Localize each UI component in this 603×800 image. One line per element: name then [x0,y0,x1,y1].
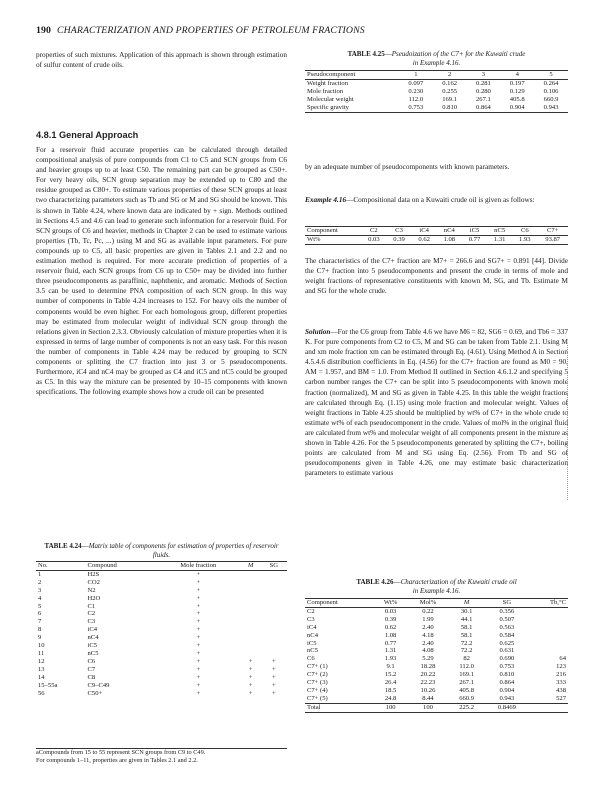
table-total-row [305,703,568,712]
table-426-title-line2: in Example 4.16. [412,586,461,595]
table-cell: 2.40 [422,623,434,631]
table-cell: + [196,570,201,578]
table-cell: 660.9 [543,95,559,103]
table-424-footnote: aCompounds from 15 to 55 represent SCN groups from C9 to C49. [36,749,206,756]
table-cell [241,587,261,595]
table-cell: + [196,610,201,618]
intro-paragraph: properties of such mixtures. Application of this approach is shown through estimation of sulfur content of crude oils. [36,51,287,70]
table-426-body [305,607,568,703]
table-cell: C2 [87,610,96,618]
table-header: Mole fraction [180,562,217,569]
table-cell: H2O [87,594,101,602]
table-cell: + [248,681,253,689]
table-cell: 0.03 [368,235,380,243]
left-intro [36,50,287,70]
table-cell: 0.106 [543,87,559,95]
table-426-title: Characterization of the Kuwaiti crude oil [400,578,517,586]
table-header: Mol% [419,599,437,606]
table-cell: Molecular weight [307,95,354,103]
table-row [305,96,568,104]
table-row [36,603,287,611]
table-cell: 12 [38,657,45,665]
table-cell [529,632,568,640]
table-cell: 0.280 [476,87,491,95]
table-cell: 660.9 [459,694,475,702]
table-cell: Weight fraction [307,79,349,87]
table-cell: iC5 [307,639,317,647]
table-cell: 8 [38,626,42,634]
table-cell: + [196,602,201,610]
table-cell: C6 [87,657,96,665]
table-cell: 405.8 [459,686,475,694]
table-cell [241,642,261,650]
running-title: CHARACTERIZATION AND PROPERTIES OF PETROLEUM FRACTIONS [57,25,365,36]
table-cell: + [271,673,276,681]
table-row [305,624,568,632]
table-header: 4 [515,71,519,78]
table-cell: 4.18 [422,631,434,639]
table-header: Pseudocomponent [307,71,356,78]
table-426 [305,598,568,713]
table-cell [261,650,287,658]
table-cell [261,570,287,578]
table-cell: 1.93 [519,235,531,243]
table-cell: 82 [463,655,470,663]
table-cell: + [196,626,201,634]
right-para-1 [305,162,568,172]
table-cell [261,579,287,587]
page-number: 190 [36,25,51,36]
table-cell: 267.1 [459,679,475,687]
table-cell: 100 [385,703,396,711]
table-cell: 1.99 [422,615,434,623]
table-row [36,690,287,698]
table-row [36,634,287,642]
table-cell: 0.943 [543,103,559,111]
table-cell: 11 [38,649,45,657]
solution-text: —For the C6 group from Table 4.6 we have M6 = 82, SG6 = 0.69, and Tb6 = 337 K. For pure components from C2 to C5, M and SG can be taken from Table 2.1. Using M and xm mole fraction xm can be estimated through Eq. (4.61). Using Method A in Section 4.5.4.6 distribution coefficients in Eq. (4.56) for the C7+ fraction are found as M0 = 90, AM = 1.957, and BM = 1.0. From Method II outlined in Section 4.6.1.2 and specifying 5 carbon number ranges the C7+ can be split into 5 pseudocomponents with known mole fraction (normalized), M and SG as given in Table 4.25. In this table the weight fractions are calculated through Eq. (1.15) using mole fraction and molecular weight. Values of weight fractions in Table 4.25 should be multiplied by wt% of C7+ in the whole crude to estimate wt% of each pseudocomponent in the crude. Values of mol% in the original fluid are calculated from wt% and molecular weight of all components present in the mixture as shown in Table 4.26. For the 5 pseudocomponents generated by splitting the C7+, boiling points are calculated from M and SG using Eq. (2.56). From Tb and SG of pseudocomponents given in Table 4.26, one may estimate basic characterization parameters to estimate various [305,328,568,478]
table-cell: 527 [556,694,566,702]
table-cell: 4 [38,594,42,602]
table-424-body [36,570,287,697]
table-cell: + [196,665,201,673]
table-cell: 0.753 [499,663,515,671]
table-cell: 7 [38,618,42,626]
table-cell: 0.281 [476,79,491,87]
table-cell: 0.356 [499,607,515,615]
example-statement [305,195,568,205]
table-425-number: TABLE 4.25 [347,50,385,58]
table-cell: 9.1 [386,663,395,671]
table-cell: 0.097 [408,79,424,87]
table-cell: C7+ (4) [307,686,328,694]
table-header: No. [38,562,48,569]
table-row [36,650,287,658]
table-row [36,666,287,674]
table-header: Tb,°C [549,599,566,606]
table-cell [261,626,287,634]
table-cell: C3 [307,615,315,623]
table-cell [241,570,261,578]
table-426-caption: TABLE 4.26—Characterization of the Kuwaiti crude oil in Example 4.16. [356,578,517,595]
table-header: C3 [395,227,403,234]
table-header: SG [269,562,279,569]
table-cell: 100 [423,703,433,711]
table-cell: C8 [87,673,96,681]
table-cell: 5.29 [422,655,434,663]
table-cell [241,634,261,642]
table-425-caption: TABLE 4.25—Pseudoization of the C7+ for the Kuwaiti crude in Example 4.16. [347,50,526,67]
table-cell: 123 [556,663,566,671]
table-cell: 30.1 [460,607,473,615]
table-row [36,610,287,618]
table-cell: + [196,578,201,586]
table-row [305,607,568,615]
table-cell: 0.864 [476,103,491,111]
table-cell: 44.1 [460,615,473,623]
table-cell: 0.864 [499,679,515,687]
table-cell: 333 [556,679,566,687]
table-cell [529,607,568,615]
table-row [305,687,568,695]
table-header: C6 [520,227,529,234]
table-header: M [463,599,470,606]
table-cell: 0.625 [499,639,515,647]
table-cell: C1 [87,602,96,610]
table-cell: 20.22 [420,671,436,679]
table-cell: + [248,665,253,673]
paragraph: by an adequate number of pseudocomponents with known parameters. [305,163,510,171]
table-row [305,104,568,112]
table-row [36,618,287,626]
table-cell: + [196,673,201,681]
table-cell: 1 [38,570,42,578]
table-cell: C2 [307,607,315,615]
table-header: nC4 [443,227,455,234]
table-cell: 0.584 [499,631,515,639]
table-header: 3 [481,71,486,78]
table-cell [529,647,568,655]
table-row [36,587,287,595]
table-cell [241,610,261,618]
table-row [36,579,287,587]
table-cell: 112.0 [459,663,474,671]
table-cell [241,650,261,658]
table-cell: 0.162 [442,79,458,87]
table-cell [261,634,287,642]
table-row [305,616,568,624]
table-cell: + [196,586,201,594]
table-cell [241,595,261,603]
table-header: iC5 [469,227,480,234]
table-cell: 0.904 [509,103,525,111]
table-cell: + [196,657,201,665]
table-row [36,674,287,682]
table-cell [529,640,568,648]
table-cell: 0.129 [509,87,525,95]
table-424 [36,561,287,697]
table-cell [529,624,568,632]
table-cell: + [196,689,201,697]
table-426-number: TABLE 4.26 [356,578,394,586]
table-cell: 8.44 [422,694,434,702]
table-cell [261,642,287,650]
table-row [36,570,287,578]
table-cell: 0.631 [499,647,515,655]
table-cell [261,610,287,618]
table-header: C2 [370,227,378,234]
table-cell: + [271,665,276,673]
table-424-footnote: For compounds 1–11, properties are given in Tables 2.1 and 2.2. [36,756,198,764]
table-header: SG [502,599,512,606]
gutter-mark [567,345,569,500]
table-cell: 0.810 [499,671,515,679]
example-text: —Compositional data on a Kuwaiti crude oil is given as follows: [346,196,535,204]
table-cell: 0.255 [442,87,458,95]
table-cell: 26.4 [384,679,397,687]
table-cell: 0.03 [384,607,397,615]
table-row [305,663,568,671]
table-cell: 2 [38,578,42,586]
table-cell: nC4 [87,634,99,642]
table-header: 1 [414,71,418,78]
table-cell: C50+ [87,689,103,697]
table-cell: 2.40 [422,639,434,647]
table-cell: 18.28 [420,663,436,671]
table-424-title: Matrix table of components for estimation of properties of reservoir fluids. [88,542,279,559]
table-cell: + [271,681,276,689]
table-cell: + [248,689,253,697]
table-cell: 72.2 [460,639,473,647]
table-row [36,658,287,666]
table-cell: iC5 [87,642,98,650]
table-cell [241,626,261,634]
table-cell: CO2 [87,578,100,586]
table-cell: 58.1 [460,631,473,639]
table-cell: 0.264 [543,79,559,87]
section-title: 4.8.1 General Approach [36,130,139,140]
table-cell: + [196,594,201,602]
table-424-number: TABLE 4.24 [44,542,82,550]
table-cell: 0.563 [499,623,515,631]
table-cell [261,587,287,595]
table-cell: 112.0 [408,95,424,103]
table-header: iC4 [419,227,429,234]
table-cell: 0.507 [499,615,515,623]
table-cell: 24.8 [384,694,397,702]
table-cell: 438 [556,686,566,694]
table-header: Wt% [383,599,398,606]
table-cell: 1.08 [443,235,456,243]
table-cell: + [196,649,201,657]
table-cell: N2 [87,586,96,594]
table-cell: 0.39 [393,235,405,243]
table-424-footnotes [36,749,287,765]
table-cell: 169.1 [459,671,475,679]
table-cell: + [248,657,253,665]
table-cell: 0.810 [442,103,458,111]
table-425-title: Pseudoization of the C7+ for the Kuwaiti crude [391,50,526,58]
left-body [36,145,287,397]
table-row [305,79,568,87]
table-cell: 13 [38,665,45,673]
table-header: Component [307,599,338,606]
table-row [305,640,568,648]
table-cell: C3 [87,618,96,626]
table-row [36,642,287,650]
table-cell: 169.1 [442,95,458,103]
table-cell: 6 [38,610,42,618]
table-cell: + [196,642,201,650]
table-cell: 15.2 [384,671,397,679]
table-cell: 0.753 [408,103,424,111]
table-cell: 64 [559,655,566,663]
composition-table [305,226,568,245]
table-425-body [305,79,568,112]
table-cell [261,618,287,626]
table-row [36,682,287,690]
table-424-caption: TABLE 4.24—Matrix table of components for estimation of properties of reservoir fluids. [44,542,279,559]
table-cell: Total [307,703,321,711]
table-cell: Specific gravity [307,103,349,111]
table-cell: iC4 [87,626,98,634]
table-cell: 225.2 [459,703,475,711]
table-cell: 1.08 [384,631,397,639]
table-cell: + [196,634,201,642]
table-header: M [247,562,254,569]
table-cell: 14 [38,673,45,681]
table-row [305,647,568,655]
table-row [305,679,568,687]
row-label: Wt% [307,235,321,243]
table-cell: C7 [87,665,96,673]
table-cell: C7+ (5) [307,694,328,702]
table-cell: + [196,618,201,626]
table-cell: C7+ (1) [307,663,328,671]
table-header: nC5 [494,227,506,234]
table-row [305,695,568,703]
table-row [305,671,568,679]
table-cell: H2S [87,570,100,578]
table-cell: C6 [307,655,315,663]
table-cell: 93.87 [545,235,561,243]
table-cell: 0.8469 [497,703,516,711]
table-cell: 0.62 [384,623,397,631]
table-cell [261,595,287,603]
table-cell: 0.690 [499,655,515,663]
table-cell: 10 [38,642,45,650]
table-cell: Mole fraction [307,87,344,95]
table-cell: 9 [38,634,42,642]
table-cell: + [248,673,253,681]
table-cell: 72.2 [460,647,473,655]
table-row [305,88,568,96]
table-cell: 58.1 [460,623,473,631]
table-cell: nC5 [87,649,99,657]
table-cell: + [271,657,276,665]
table-header: Component [307,227,338,234]
table-cell: C7+ (2) [307,671,328,679]
paragraph: The characteristics of the C7+ fraction are M7+ = 266.6 and SG7+ = 0.891 [44]. Divide the C7+ fraction into 5 pseudocomponents and present the crude in terms of mole and weight fractions of representative constituents with known M, SG, and Tb. Estimate M and SG for the whole crude. [305,257,568,296]
table-cell [261,603,287,611]
table-cell: 1.31 [384,647,397,655]
table-cell: 0.943 [499,694,515,702]
table-cell: 0.904 [499,686,515,694]
table-cell: 0.62 [418,235,430,243]
table-425-title-line2: in Example 4.16. [412,58,461,67]
table-header: C7+ [546,227,559,234]
right-para-2 [305,256,568,296]
running-header [36,25,365,36]
table-cell: + [196,681,201,689]
body-paragraph: For a reservoir fluid accurate properties can be calculated through detailed compositional analysis of pure compounds from C1 to C5 and SCN groups from C6 and heavier groups up to at least C50. The remaining part can be grouped as C50+. For very heavy oils, SCN group separation may be extended up to C80 and the residue grouped as C80+. To estimate various properties of these SCN groups at least two characterizing parameters such as Tb and SG or M and SG should be known. This is shown in Table 4.24, where known data are indicated by + sign. Methods outlined in Sections 4.5 and 4.6 can lead to generate such information for a reservoir fluid. For SCN groups of C6 and heavier, methods in Chapter 2 can be used to estimate various properties (Tb, Tc, Pc, ...) using M and SG as available input parameters. For pure compounds up to C5, all basic properties are given in Tables 2.1 and 2.2 and no estimation method is required. For more accurate prediction of properties of a reservoir fluid, each SCN groups from C6 up to C50+ may be divided into further three pseudocomponents as paraffinic, naphthenic, and aromatic. Methods of Section 3.5 can be used to determine PNA composition of each SCN group. In this way number of components in Table 4.24 increases to 152. For heavy oils the number of components would be even higher. For each homologous group, different properties may be estimated from molecular weight of individual SCN group through the relations given in Section 2.3.3. Obviously calculation of mixture properties when it is expressed in terms of large number of components is not an easy task. For this reason the number of components in Table 4.24 may be reduced by grouping to SCN components or splitting the C7 fraction into just 3 or 5 pseudocomponents. Furthermore, iC4 and nC4 may be grouped as C4 and iC5 and nC5 could be grouped as C5. In this way the mixture can be presented by 10–15 components with known specifications. The following example shows how a crude oil can be presented [36,146,287,397]
table-cell: 1.31 [493,235,506,243]
table-row [36,595,287,603]
table-cell: + [271,689,276,697]
table-cell: 10.26 [420,686,436,694]
table-425 [305,70,568,113]
table-cell: iC4 [307,623,317,631]
table-cell: 1.93 [384,655,397,663]
table-row [305,655,568,663]
table-cell: nC4 [307,631,318,639]
table-cell [241,618,261,626]
table-cell [529,703,568,712]
table-cell: 22.23 [420,679,436,687]
table-cell: 5 [38,602,42,610]
table-cell: 18.5 [384,686,397,694]
table-cell: 3 [38,586,42,594]
table-cell: 405.8 [509,95,525,103]
table-cell [529,616,568,624]
table-header: 5 [549,71,553,78]
table-cell: 56 [38,689,45,697]
table-cell: nC5 [307,647,318,655]
solution-label: Solution [305,328,331,336]
table-cell [241,603,261,611]
table-row [36,626,287,634]
table-header: 2 [447,71,452,78]
table-cell: 4.08 [422,647,434,655]
table-cell: C7+ (3) [307,679,328,687]
table-cell: 267.1 [476,95,491,103]
table-cell: 0.39 [384,615,397,623]
example-label: Example 4.16 [305,196,347,204]
table-cell: 0.230 [408,87,424,95]
table-cell: 0.77 [384,639,397,647]
table-cell: 0.197 [509,79,525,87]
table-header: Compound [87,562,117,569]
table-cell: C9–C49 [87,681,110,689]
table-cell: 15–55a [38,681,58,689]
table-cell: 0.77 [468,235,481,243]
solution [305,327,568,478]
table-cell: 0.22 [422,607,434,615]
table-cell [241,579,261,587]
table-row [305,632,568,640]
table-cell: 216 [556,671,566,679]
